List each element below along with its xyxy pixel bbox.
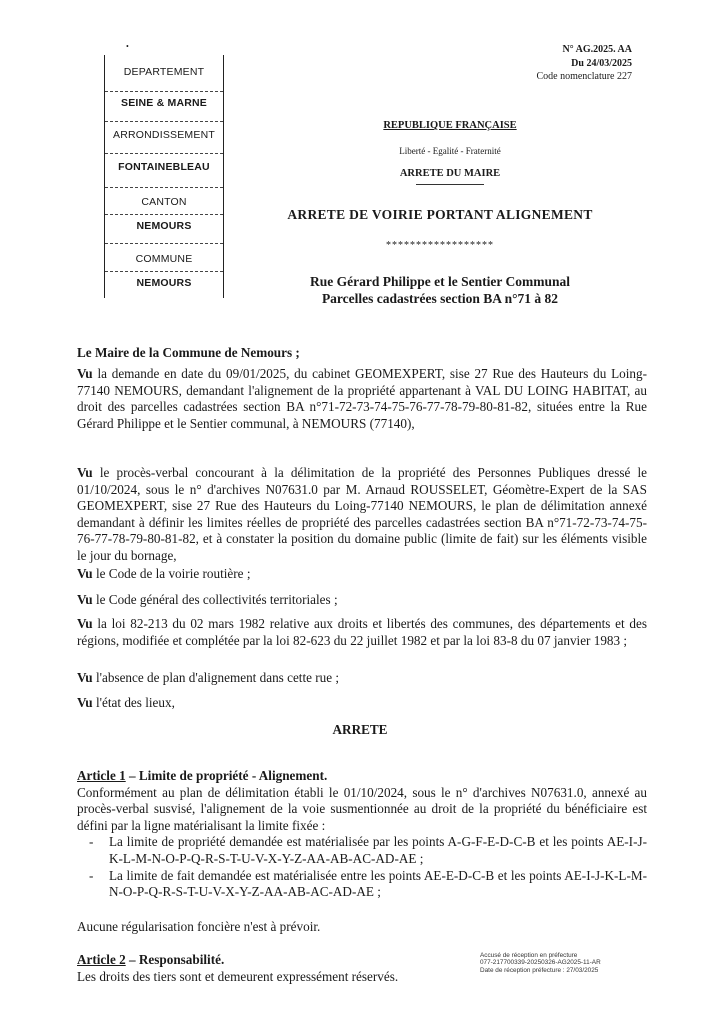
- vu-cgct-text: le Code général des collectivités territoriales ;: [95, 592, 338, 607]
- vu-proces-verbal: [77, 465, 647, 565]
- admin-separator: [105, 121, 223, 122]
- article-1-label: Article 1: [77, 768, 126, 783]
- article-1: [77, 768, 647, 901]
- administrative-box: [104, 55, 224, 298]
- admin-canton-label: CANTON: [141, 196, 187, 208]
- vu-absence-plan-text: l'absence de plan d'alignement dans cette rue ;: [95, 670, 340, 685]
- stamp-line: 077-217700339-20250326-AG2025-11-AR: [480, 959, 601, 967]
- admin-separator: [105, 187, 223, 188]
- vu-label: Vu: [77, 670, 93, 685]
- arrete-heading: ARRETE: [332, 722, 388, 737]
- article-2-heading: [77, 952, 477, 969]
- nomenclature-code: Code nomenclature 227: [536, 71, 632, 82]
- vu-demande-text: la demande en date du 09/01/2025, du cabinet GEOMEXPERT, sise 27 Rue des Hauteurs du Loing-77140 NEMOURS, demandant l'alignement de la propriété appartenant à VAL DU LOING HABITAT, au droit des parcelles cadastrées section BA n°71-72-73-74-75-76-77-78-79-80-81-82, situées entre la Rue Gérard Philippe et le Sentier communal, à NEMOURS (77140),: [77, 366, 647, 431]
- vu-label: Vu: [77, 366, 93, 381]
- article-2-label: Article 2: [77, 952, 126, 967]
- article-1-note: Aucune régularisation foncière n'est à prévoir.: [77, 919, 321, 934]
- decree-number: N° AG.2025. AA: [562, 44, 632, 55]
- article-1-list: [77, 834, 647, 900]
- article-2: [77, 952, 477, 985]
- vu-label: Vu: [77, 616, 93, 631]
- vu-label: Vu: [77, 695, 93, 710]
- header-rule: [416, 184, 484, 185]
- list-item: - La limite de fait demandée est matérialisée entre les points AE-E-D-C-B et les points AE-I-J-K-L-M-N-O-P-Q-R-S-T-U-V-X-Y-Z-AA-AB-AC-AD-AE ;: [77, 868, 647, 901]
- vu-etat-lieux-text: l'état des lieux,: [95, 695, 175, 710]
- decree-date: Du 24/03/2025: [571, 58, 632, 69]
- vu-cgct: [77, 592, 647, 609]
- stamp-line: Accusé de réception en préfecture: [480, 952, 578, 959]
- scan-mark: •: [126, 42, 129, 51]
- admin-arrondissement-label: ARRONDISSEMENT: [113, 129, 215, 141]
- admin-commune-value: NEMOURS: [136, 277, 192, 289]
- vu-etat-lieux: [77, 695, 647, 712]
- admin-department-label: DEPARTEMENT: [123, 66, 205, 78]
- admin-separator: [105, 153, 223, 154]
- vu-loi-text: la loi 82-213 du 02 mars 1982 relative aux droits et libertés des communes, des départements et des régions, modifiée et complétée par la loi 82-623 du 22 juillet 1982 et par la loi 83-8 du 07 janvier 1983 ;: [77, 616, 647, 648]
- list-item: - La limite de propriété demandée est matérialisée par les points A-G-F-E-D-C-B et les points AE-I-J-K-L-M-N-O-P-Q-R-S-T-U-V-X-Y-Z-AA-AB-AC-AD-AE ;: [77, 834, 647, 867]
- republic-motto: Liberté - Egalité - Fraternité: [399, 146, 501, 156]
- republic-heading: REPUBLIQUE FRANÇAISE: [383, 120, 517, 131]
- article-2-text: Les droits des tiers sont et demeurent expressément réservés.: [77, 968, 399, 984]
- vu-code-voirie-text: le Code de la voirie routière ;: [95, 566, 251, 581]
- vu-label: Vu: [77, 566, 93, 581]
- stamp-line: Date de réception préfecture : 27/03/2025: [480, 966, 599, 974]
- admin-separator: [105, 91, 223, 92]
- admin-department-value: SEINE & MARNE: [120, 97, 208, 109]
- vu-code-voirie: [77, 566, 647, 583]
- article-1-heading: [77, 768, 647, 785]
- admin-arrondissement-value: FONTAINEBLEAU: [118, 161, 210, 173]
- vu-absence-plan: [77, 670, 647, 687]
- vu-label: Vu: [77, 592, 93, 607]
- prefecture-receipt-stamp: [480, 952, 650, 974]
- admin-canton-value: NEMOURS: [136, 220, 192, 232]
- document-title: ARRETE DE VOIRIE PORTANT ALIGNEMENT: [287, 207, 593, 222]
- subject-line-2: Parcelles cadastrées section BA n°71 à 82: [321, 291, 559, 306]
- star-separator: ******************: [386, 240, 494, 251]
- arrete-du-maire: ARRETE DU MAIRE: [399, 168, 501, 179]
- maire-intro: Le Maire de la Commune de Nemours ;: [77, 345, 300, 360]
- admin-commune-label: COMMUNE: [135, 253, 193, 265]
- article-1-text: Conformément au plan de délimitation établi le 01/10/2024, sous le n° d'archives N07631.0, annexé au procès-verbal susvisé, l'alignement de la voie susmentionnée au droit de la propriété du bénéficiaire est défini par la ligne matérialisant la limite fixée :: [77, 784, 647, 833]
- admin-separator: [105, 214, 223, 215]
- article-1-title: – Limite de propriété - Alignement.: [125, 768, 328, 783]
- subject-line-1: Rue Gérard Philippe et le Sentier Communal: [310, 274, 570, 289]
- vu-demande: [77, 366, 647, 432]
- admin-separator: [105, 271, 223, 272]
- vu-loi: [77, 616, 647, 649]
- vu-label: Vu: [77, 465, 93, 480]
- vu-proces-verbal-text: le procès-verbal concourant à la délimitation de la propriété des Personnes Publiques dressé le 01/10/2024, sous le n° d'archives N07631.0 par M. Arnaud ROUSSELET, Géomètre-Expert de la SAS GEOMEXPERT, sise 27 Rue des Hauteurs du Loing-77140 NEMOURS, le plan de délimitation annexé demandant à définir les limites réelles de propriété des parcelles cadastrées section BA n°71-72-73-74-75-76-77-78-79-80-81-82, et à constater la position du domaine public (limite de fait) sur les éléments visible le jour du bornage,: [77, 465, 648, 563]
- article-2-title: – Responsabilité.: [125, 952, 225, 967]
- admin-separator: [105, 243, 223, 244]
